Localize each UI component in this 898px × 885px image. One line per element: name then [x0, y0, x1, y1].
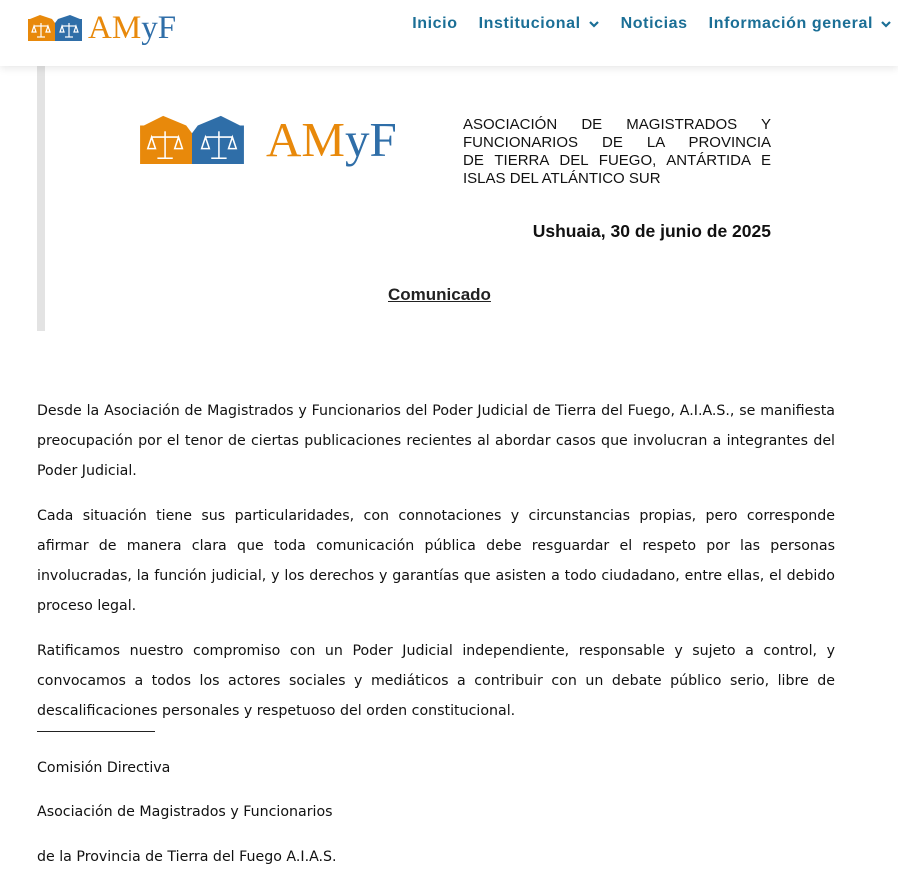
nav-noticias[interactable]: Noticias: [620, 15, 688, 32]
nav-institucional[interactable]: Institucional: [479, 15, 600, 33]
communique-letterhead: [37, 66, 857, 331]
communique-title: Comunicado: [388, 285, 491, 304]
article-paragraph: Desde la Asociación de Magistrados y Funcionarios del Poder Judicial de Tierra del Fuego, A.I.A.S., se manifiesta preocupación por el tenor de ciertas publicaciones recientes al abordar casos que involucran a integrantes del Poder Judicial.: [37, 403, 835, 479]
letterhead-border: [37, 66, 45, 331]
main-nav: [391, 15, 892, 33]
signature-province: de la Provincia de Tierra del Fuego A.I.A.S.: [37, 849, 337, 865]
communique-date: Ushuaia, 30 de junio de 2025: [532, 221, 771, 241]
article-body: [37, 396, 835, 741]
chevron-down-icon: [588, 18, 600, 30]
article-paragraph: Cada situación tiene sus particularidades, con connotaciones y circunstancias propias, pero corresponde afirmar de manera clara que toda comunicación pública debe resguardar el respeto por las personas involucradas, la función judicial, y los derechos y garantías que asisten a todo ciudadano, entre ellas, el debido proceso legal.: [37, 508, 835, 614]
site-logo-text: AMyF: [88, 9, 177, 46]
association-line: ISLAS DEL ATLÁNTICO SUR: [463, 170, 661, 187]
association-name: [463, 116, 771, 188]
chevron-down-icon: [880, 18, 892, 30]
signature-committee: Comisión Directiva: [37, 760, 171, 776]
letterhead-logo-text: AMyF: [266, 111, 397, 167]
scales-of-justice-books-icon: [120, 114, 264, 164]
letterhead-logo: [120, 111, 397, 167]
association-line: FUNCIONARIOS DE LA PROVINCIA: [463, 134, 771, 151]
association-line: ASOCIACIÓN DE MAGISTRADOS Y: [463, 116, 771, 133]
association-line: DE TIERRA DEL FUEGO, ANTÁRTIDA E: [463, 152, 771, 169]
signature-association: Asociación de Magistrados y Funcionarios: [37, 804, 333, 820]
nav-informacion-general[interactable]: Información general: [709, 15, 892, 33]
nav-inicio[interactable]: Inicio: [412, 15, 458, 32]
scales-of-justice-books-icon: [28, 15, 82, 41]
site-header: [0, 0, 898, 66]
site-logo[interactable]: [28, 8, 176, 48]
signature-divider: [37, 712, 155, 732]
article-paragraph: Ratificamos nuestro compromiso con un Poder Judicial independiente, responsable y sujeto a control, y convocamos a todos los actores sociales y mediáticos a contribuir con un debate público serio, libre de descalificaciones personales y respetuoso del orden constitucional.: [37, 643, 835, 719]
